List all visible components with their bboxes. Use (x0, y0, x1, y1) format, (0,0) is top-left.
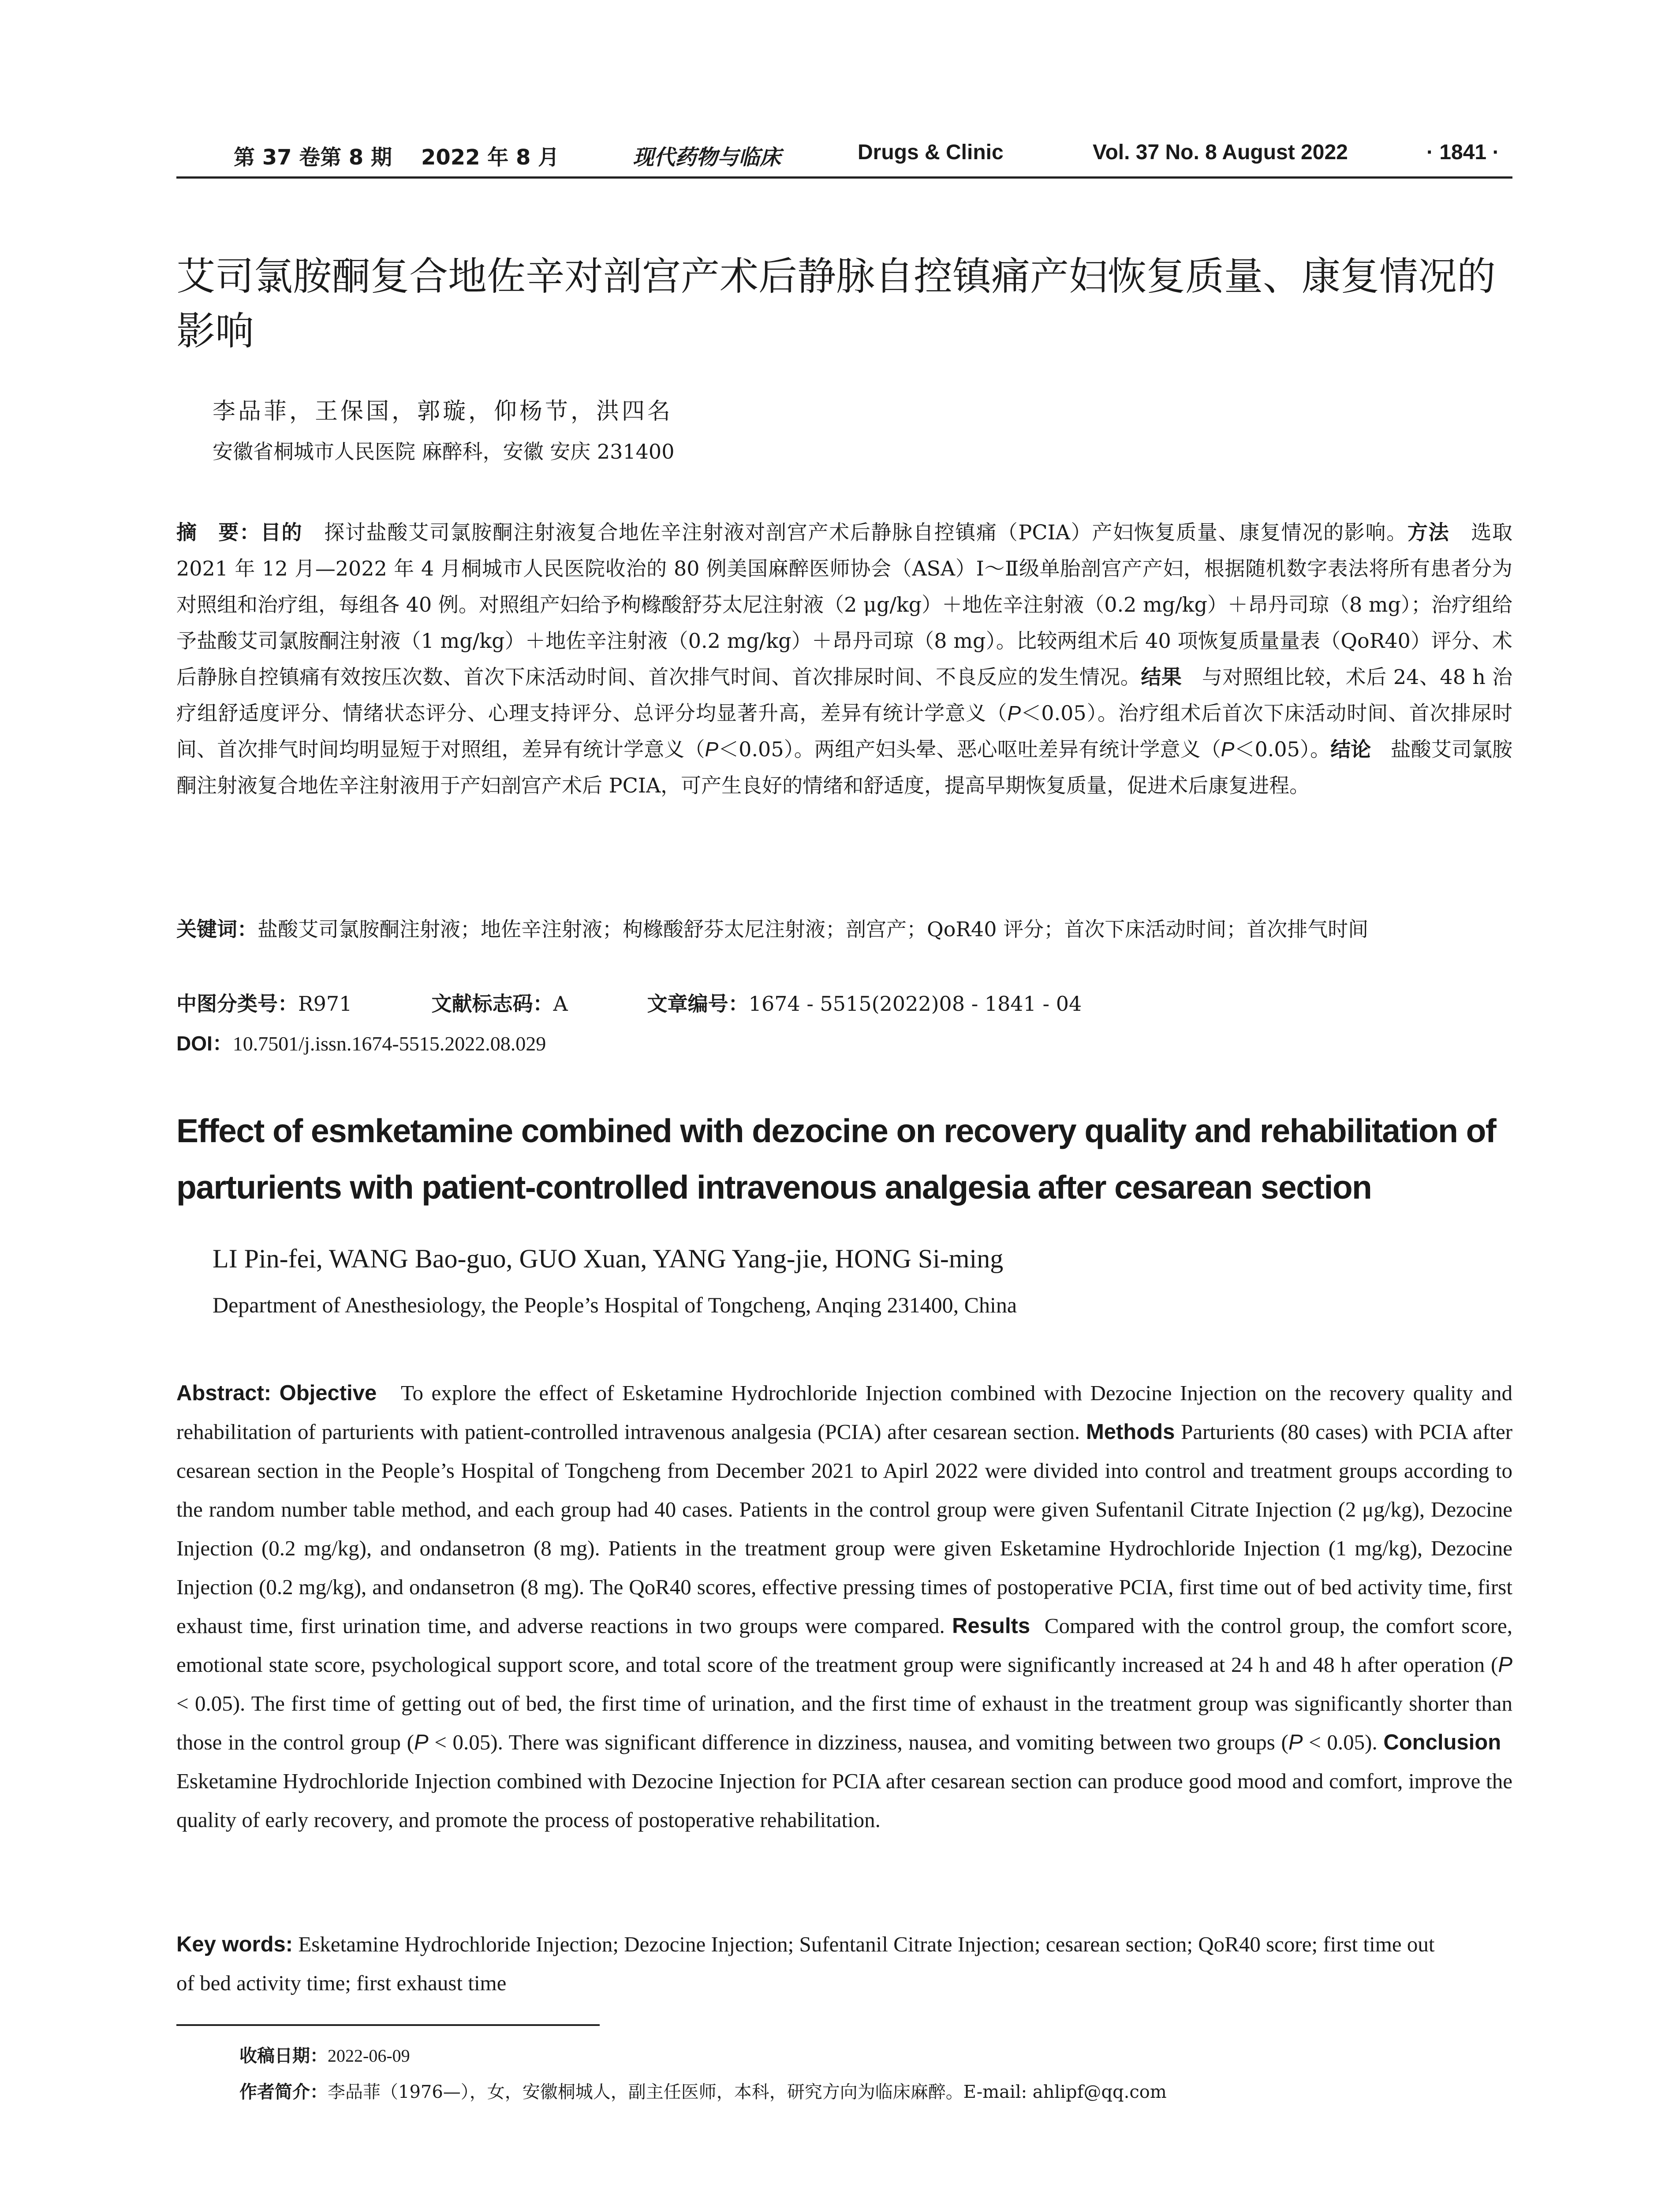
article-no-label: 文章编号： (647, 992, 749, 1016)
footnote-author-bio (239, 2078, 1167, 2103)
classification-line (176, 988, 1512, 1017)
footnote-rule (176, 2024, 600, 2026)
received-date: 2022-06-09 (328, 2046, 410, 2066)
clc-value: R971 (298, 992, 352, 1016)
p-symbol: P (1007, 702, 1021, 725)
results-cn-label: 结果 (1141, 665, 1182, 689)
article-no-value: 1674 - 5515(2022)08 - 1841 - 04 (748, 992, 1082, 1016)
doc-code-value: A (553, 992, 568, 1016)
received-label: 收稿日期： (239, 2046, 328, 2066)
issue-cn: 第 37 卷第 8 期 (234, 145, 392, 170)
clc-label: 中图分类号： (176, 992, 298, 1016)
title-en: Effect of esmketamine combined with dezocine on recovery quality and rehabilitation of parturients with patient-controlled intravenous analgesia after cesarean section (176, 1112, 1496, 1206)
conclusion-en: Esketamine Hydrochloride Injection combined with Dezocine Injection for PCIA after cesarean section can produce good mood and comfort, improve the quality of early recovery, and promote the process of postoperative rehabilitation. (176, 1769, 1512, 1832)
journal-name-en: Drugs & Clinic (858, 141, 1004, 164)
title-cn: 艾司氯胺酮复合地佐辛对剖宫产术后静脉自控镇痛产妇恢复质量、康复情况的影响 (176, 254, 1496, 354)
conclusion-cn: 盐酸艾司氯胺酮注射液复合地佐辛注射液用于产妇剖宫产术后 PCIA，可产生良好的情绪和舒适度，提高早期恢复质量，促进术后康复进程。 (176, 737, 1513, 797)
results-cn-2: ＜0.05）。治疗组术后首次下床活动时间、首次排尿时间、首次排气时间均明显短于对照组，差异有统计学意义（ (176, 701, 1513, 761)
results-en-3: < 0.05). There was significant difference in dizziness, nausea, and vomiting between two groups ( (428, 1730, 1288, 1754)
keywords-en-label: Key words: (176, 1932, 293, 1956)
page-number: · 1841 · (1426, 141, 1500, 164)
doi-label: DOI： (176, 1032, 233, 1055)
results-en-2: < 0.05). The first time of getting out of bed, the first time of urination, and the first time of exhaust in the treatment group was significantly shorter than those in the control group ( (176, 1691, 1512, 1754)
abstract-en (176, 1374, 1512, 1839)
author-bio-label: 作者简介： (239, 2082, 328, 2102)
abstract-cn-label: 摘 要： (176, 520, 261, 544)
objective-cn: 探讨盐酸艾司氯胺酮注射液复合地佐辛注射液对剖宫产术后静脉自控镇痛（PCIA）产妇恢复质量、康复情况的影响。 (324, 520, 1407, 544)
authors-cn: 李品菲，王保国，郭璇，仰杨节，洪四名 (213, 398, 673, 425)
affiliation-cn: 安徽省桐城市人民医院 麻醉科，安徽 安庆 231400 (213, 440, 675, 463)
conclusion-cn-label: 结论 (1330, 737, 1371, 761)
doi-value: 10.7501/j.issn.1674-5515.2022.08.029 (232, 1032, 546, 1055)
date-cn: 2022 年 8 月 (421, 145, 560, 170)
running-header (176, 140, 1512, 176)
results-cn-4: ＜0.05）。 (1234, 737, 1331, 761)
methods-cn-label: 方法 (1407, 520, 1450, 544)
keywords-cn (176, 911, 1512, 947)
results-cn-3: ＜0.05）。两组产妇头晕、恶心呕吐差异有统计学意义（ (718, 737, 1221, 761)
conclusion-en-label: Conclusion (1383, 1730, 1501, 1754)
authors-en: LI Pin-fei, WANG Bao-guo, GUO Xuan, YANG Yang-jie, HONG Si-ming (213, 1244, 1004, 1273)
affiliation-en: Department of Anesthesiology, the People’s Hospital of Tongcheng, Anqing 231400, China (213, 1293, 1017, 1317)
p-symbol: P (1498, 1653, 1512, 1677)
abstract-en-label: Abstract: (176, 1381, 272, 1405)
objective-cn-label: 目的 (260, 520, 303, 544)
methods-en-label: Methods (1086, 1420, 1175, 1444)
p-symbol: P (414, 1730, 429, 1754)
results-en-4: < 0.05). (1303, 1730, 1378, 1754)
results-en-label: Results (952, 1614, 1030, 1638)
footnote-received (239, 2042, 410, 2067)
keywords-en (176, 1925, 1455, 2003)
objective-en-label: Objective (279, 1381, 377, 1405)
results-en-1: Compared with the control group, the comfort score, emotional state score, psychological support score, and total score of the treatment group were significantly increased at 24 h and 48 h after operation ( (176, 1614, 1512, 1677)
p-symbol: P (1221, 738, 1235, 761)
issue-en: Vol. 37 No. 8 August 2022 (1093, 141, 1348, 164)
p-symbol: P (705, 738, 719, 761)
journal-name-cn: 现代药物与临床 (633, 145, 781, 170)
keywords-cn-text: 盐酸艾司氯胺酮注射液；地佐辛注射液；枸橼酸舒芬太尼注射液；剖宫产；QoR40 评分；首次下床活动时间；首次排气时间 (258, 917, 1369, 941)
p-symbol: P (1288, 1730, 1303, 1754)
doc-code-label: 文献标志码： (431, 992, 553, 1016)
objective-en: To explore the effect of Esketamine Hydrochloride Injection combined with Dezocine Injection on the recovery quality and rehabilitation of parturients with patient-controlled intravenous analgesia (PCIA) after cesarean section. (176, 1381, 1512, 1444)
author-bio-text: 李品菲（1976—），女，安徽桐城人，副主任医师，本科，研究方向为临床麻醉。E-mail: ahlipf@qq.com (328, 2082, 1167, 2102)
doi-line (176, 1028, 546, 1057)
abstract-cn (176, 514, 1512, 804)
keywords-cn-label: 关键词： (176, 917, 258, 941)
methods-cn: 选取 2021 年 12 月—2022 年 4 月桐城市人民医院收治的 80 例美国麻醉医师协会（ASA）Ⅰ～Ⅱ级单胎剖宫产产妇，根据随机数字表法将所有患者分为对照组和治疗组，每组各 40 例。对照组产妇给予枸橼酸舒芬太尼注射液（2 μg/kg）＋地佐辛注射液（0.2 mg/kg）＋昂丹司琼（8 mg）；治疗组给予盐酸艾司氯胺酮注射液（1 mg/kg）＋地佐辛注射液（0.2 mg/kg）＋昂丹司琼（8 mg）。比较两组术后 40 项恢复质量量表（QoR40）评分、术后静脉自控镇痛有效按压次数、首次下床活动时间、首次排气时间、首次排尿时间、不良反应的发生情况。 (176, 520, 1512, 689)
methods-en: Parturients (80 cases) with PCIA after cesarean section in the People’s Hospital of Tongcheng from December 2021 to Apirl 2022 were divided into control and treatment groups according to the random number table method, and each group had 40 cases. Patients in the control group were given Sufentanil Citrate Injection (2 μg/kg), Dezocine Injection (0.2 mg/kg), and ondansetron (8 mg). Patients in the treatment group were given Esketamine Hydrochloride Injection (1 mg/kg), Dezocine Injection (0.2 mg/kg), and ondansetron (8 mg). The QoR40 scores, effective pressing times of postoperative PCIA, first time out of bed activity time, first exhaust time, first urination time, and adverse reactions in two groups were compared. (176, 1420, 1513, 1638)
header-rule (176, 176, 1512, 179)
keywords-en-text: Esketamine Hydrochloride Injection; Dezocine Injection; Sufentanil Citrate Injection; cesarean section; QoR40 score; first time out of bed activity time; first exhaust time (176, 1932, 1435, 1995)
results-cn-1: 与对照组比较，术后 24、48 h 治疗组舒适度评分、情绪状态评分、心理支持评分、总评分均显著升高，差异有统计学意义（ (176, 665, 1512, 725)
